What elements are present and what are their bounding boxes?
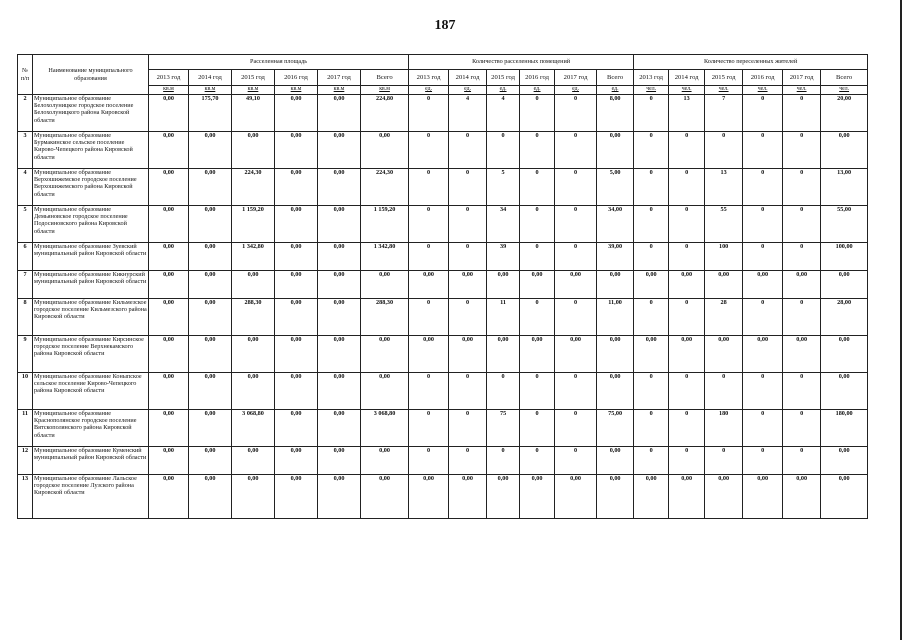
area-cell: 0,00 — [275, 271, 318, 299]
rooms-cell: 0,00 — [487, 336, 520, 373]
unit-header-rooms: ед. — [409, 86, 449, 95]
rooms-cell: 0 — [487, 447, 520, 475]
table-body — [18, 95, 868, 519]
municipality-name: Муниципальное образование Бурмакинское сельское поселение Кирово-Чепецкого района Кировской области — [33, 132, 149, 169]
rooms-cell: 0 — [449, 410, 487, 447]
rooms-cell: 0,00 — [449, 336, 487, 373]
people-cell: 0,00 — [705, 271, 743, 299]
unit-header-area: кв.м — [232, 86, 275, 95]
row-number: 5 — [18, 206, 33, 243]
rooms-cell: 0,00 — [487, 475, 520, 519]
rooms-cell: 0 — [449, 243, 487, 271]
table-row — [18, 373, 868, 410]
area-cell: 0,00 — [361, 336, 409, 373]
area-cell: 0,00 — [275, 132, 318, 169]
rooms-cell: 0,00 — [597, 132, 634, 169]
area-cell: 0,00 — [361, 271, 409, 299]
row-number: 12 — [18, 447, 33, 475]
rooms-cell: 5 — [487, 169, 520, 206]
table-row — [18, 475, 868, 519]
people-cell: 0 — [743, 410, 783, 447]
people-cell: 0 — [669, 243, 705, 271]
area-cell: 0,00 — [189, 271, 232, 299]
municipality-name: Муниципальное образование Зуевский муниципальный район Кировской области — [33, 243, 149, 271]
row-number: 7 — [18, 271, 33, 299]
row-number: 8 — [18, 299, 33, 336]
area-cell: 0,00 — [318, 336, 361, 373]
area-cell: 0,00 — [149, 271, 189, 299]
row-number: 3 — [18, 132, 33, 169]
year-header-rooms: 2014 год — [449, 70, 487, 86]
area-cell: 0,00 — [318, 410, 361, 447]
people-cell: 100 — [705, 243, 743, 271]
area-cell: 0,00 — [361, 447, 409, 475]
rooms-cell: 0 — [520, 410, 555, 447]
row-number: 11 — [18, 410, 33, 447]
area-cell: 0,00 — [318, 475, 361, 519]
rooms-cell: 0,00 — [449, 271, 487, 299]
row-number: 10 — [18, 373, 33, 410]
area-cell: 0,00 — [275, 206, 318, 243]
table-row — [18, 336, 868, 373]
area-cell: 0,00 — [149, 447, 189, 475]
rooms-cell: 39,00 — [597, 243, 634, 271]
rooms-cell: 0 — [409, 410, 449, 447]
rooms-cell: 0 — [520, 95, 555, 132]
unit-header-area: кв.м — [189, 86, 232, 95]
year-header-area: Всего — [361, 70, 409, 86]
rooms-cell: 0 — [555, 95, 597, 132]
rooms-cell: 0 — [449, 206, 487, 243]
area-cell: 0,00 — [189, 336, 232, 373]
area-cell: 1 342,80 — [232, 243, 275, 271]
people-cell: 0 — [634, 299, 669, 336]
area-cell: 0,00 — [149, 410, 189, 447]
people-cell: 0 — [743, 299, 783, 336]
people-cell: 0 — [783, 95, 821, 132]
rooms-cell: 0 — [555, 206, 597, 243]
rooms-cell: 34,00 — [597, 206, 634, 243]
rooms-cell: 0 — [555, 299, 597, 336]
year-header-people: 2017 год — [783, 70, 821, 86]
people-cell: 0,00 — [821, 132, 868, 169]
area-cell: 3 068,80 — [232, 410, 275, 447]
area-cell: 0,00 — [149, 95, 189, 132]
people-cell: 0 — [743, 243, 783, 271]
people-cell: 55,00 — [821, 206, 868, 243]
area-cell: 288,30 — [232, 299, 275, 336]
people-cell: 0 — [669, 169, 705, 206]
year-header-area: 2015 год — [232, 70, 275, 86]
area-cell: 224,80 — [361, 95, 409, 132]
table-row — [18, 95, 868, 132]
rooms-cell: 5,00 — [597, 169, 634, 206]
rooms-cell: 0 — [555, 373, 597, 410]
rooms-cell: 4 — [449, 95, 487, 132]
year-header-rooms: 2017 год — [555, 70, 597, 86]
area-cell: 0,00 — [189, 206, 232, 243]
area-cell: 0,00 — [275, 373, 318, 410]
people-cell: 0,00 — [743, 271, 783, 299]
people-cell: 0,00 — [705, 475, 743, 519]
rooms-cell: 75,00 — [597, 410, 634, 447]
municipality-name: Муниципальное образование Коныпское сельское поселение Кирово-Чепецкого района Кировской области — [33, 373, 149, 410]
area-cell: 0,00 — [232, 271, 275, 299]
year-header-people: 2014 год — [669, 70, 705, 86]
year-header-people: 2015 год — [705, 70, 743, 86]
people-cell: 0,00 — [634, 271, 669, 299]
area-cell: 0,00 — [318, 299, 361, 336]
unit-header-area: кв.м — [275, 86, 318, 95]
rooms-cell: 0,00 — [555, 271, 597, 299]
area-cell: 0,00 — [189, 410, 232, 447]
area-cell: 0,00 — [318, 271, 361, 299]
rooms-cell: 0 — [449, 373, 487, 410]
people-cell: 0 — [705, 373, 743, 410]
rooms-cell: 0 — [555, 447, 597, 475]
people-cell: 0 — [634, 206, 669, 243]
area-cell: 224,30 — [361, 169, 409, 206]
rooms-cell: 0 — [409, 95, 449, 132]
area-cell: 0,00 — [149, 475, 189, 519]
unit-header-rooms: ед. — [520, 86, 555, 95]
unit-header-people: чел. — [705, 86, 743, 95]
rooms-cell: 0 — [520, 243, 555, 271]
area-cell: 0,00 — [275, 95, 318, 132]
people-cell: 0,00 — [821, 271, 868, 299]
row-number: 9 — [18, 336, 33, 373]
rooms-cell: 0,00 — [597, 336, 634, 373]
rooms-cell: 0 — [409, 447, 449, 475]
people-cell: 13 — [669, 95, 705, 132]
people-cell: 13,00 — [821, 169, 868, 206]
area-cell: 224,30 — [232, 169, 275, 206]
people-cell: 0 — [634, 447, 669, 475]
row-number: 6 — [18, 243, 33, 271]
unit-header-people: чел. — [743, 86, 783, 95]
people-cell: 0,00 — [669, 475, 705, 519]
area-cell: 0,00 — [232, 336, 275, 373]
area-cell: 0,00 — [318, 243, 361, 271]
year-header-area: 2013 год — [149, 70, 189, 86]
people-cell: 0 — [634, 132, 669, 169]
rooms-cell: 0 — [409, 132, 449, 169]
people-cell: 0 — [669, 299, 705, 336]
people-cell: 0 — [743, 447, 783, 475]
rooms-cell: 0 — [449, 447, 487, 475]
people-cell: 0,00 — [743, 336, 783, 373]
people-cell: 0 — [634, 410, 669, 447]
people-cell: 7 — [705, 95, 743, 132]
unit-header-rooms: ед. — [555, 86, 597, 95]
area-cell: 0,00 — [275, 243, 318, 271]
table-row — [18, 299, 868, 336]
area-cell: 0,00 — [318, 95, 361, 132]
rooms-cell: 11,00 — [597, 299, 634, 336]
unit-header-people: чел. — [821, 86, 868, 95]
table-row — [18, 169, 868, 206]
rooms-cell: 0 — [555, 410, 597, 447]
people-cell: 0 — [743, 95, 783, 132]
header-name: Наименование муниципального образования — [33, 55, 149, 95]
people-cell: 0,00 — [743, 475, 783, 519]
rooms-cell: 0 — [409, 373, 449, 410]
area-cell: 0,00 — [149, 336, 189, 373]
people-cell: 28 — [705, 299, 743, 336]
area-cell: 0,00 — [189, 447, 232, 475]
rooms-cell: 0,00 — [520, 336, 555, 373]
table-row — [18, 447, 868, 475]
page-number: 187 — [434, 18, 456, 33]
rooms-cell: 0 — [520, 447, 555, 475]
rooms-cell: 0 — [520, 299, 555, 336]
municipality-name: Муниципальное образование Кикнурский муниципальный район Кировской области — [33, 271, 149, 299]
area-cell: 0,00 — [275, 410, 318, 447]
people-cell: 0 — [783, 299, 821, 336]
header-group-people: Количество переселенных жителей — [634, 55, 868, 70]
people-cell: 0 — [783, 132, 821, 169]
people-cell: 0,00 — [783, 475, 821, 519]
municipality-name: Муниципальное образование Белохолуницкое городское поселение Белохолуницкого района Кировской области — [33, 95, 149, 132]
area-cell: 0,00 — [275, 299, 318, 336]
area-cell: 0,00 — [318, 169, 361, 206]
rooms-cell: 0,00 — [597, 447, 634, 475]
rooms-cell: 0,00 — [555, 336, 597, 373]
rooms-cell: 0 — [520, 206, 555, 243]
area-cell: 0,00 — [318, 447, 361, 475]
rooms-cell: 0 — [449, 299, 487, 336]
rooms-cell: 0 — [487, 132, 520, 169]
area-cell: 0,00 — [318, 206, 361, 243]
people-cell: 0,00 — [705, 336, 743, 373]
area-cell: 0,00 — [149, 169, 189, 206]
year-header-rooms: Всего — [597, 70, 634, 86]
people-cell: 0 — [669, 132, 705, 169]
rooms-cell: 0 — [409, 206, 449, 243]
rooms-cell: 0 — [449, 169, 487, 206]
rooms-cell: 0,00 — [520, 271, 555, 299]
people-cell: 0 — [783, 206, 821, 243]
area-cell: 0,00 — [232, 132, 275, 169]
year-header-people: Всего — [821, 70, 868, 86]
rooms-cell: 0,00 — [409, 336, 449, 373]
table-row — [18, 271, 868, 299]
table-row — [18, 243, 868, 271]
municipality-name: Муниципальное образование Кирсинское городское поселение Верхнекамского района Кировской области — [33, 336, 149, 373]
area-cell: 0,00 — [361, 475, 409, 519]
people-cell: 0 — [669, 410, 705, 447]
municipality-name: Муниципальное образование Верхошижемское городское поселение Верхошижемского района Кировской области — [33, 169, 149, 206]
unit-header-rooms: ед. — [487, 86, 520, 95]
rooms-cell: 0 — [520, 373, 555, 410]
year-header-area: 2017 год — [318, 70, 361, 86]
people-cell: 0 — [634, 373, 669, 410]
rooms-cell: 0 — [449, 132, 487, 169]
people-cell: 0 — [634, 243, 669, 271]
people-cell: 0 — [743, 206, 783, 243]
area-cell: 0,00 — [149, 299, 189, 336]
rooms-cell: 0 — [409, 243, 449, 271]
rooms-cell: 0,00 — [409, 271, 449, 299]
area-cell: 0,00 — [189, 169, 232, 206]
people-cell: 0 — [783, 243, 821, 271]
area-cell: 0,00 — [318, 373, 361, 410]
people-cell: 0,00 — [783, 271, 821, 299]
area-cell: 0,00 — [275, 169, 318, 206]
area-cell: 0,00 — [232, 475, 275, 519]
rooms-cell: 4 — [487, 95, 520, 132]
area-cell: 0,00 — [361, 373, 409, 410]
people-cell: 0,00 — [783, 336, 821, 373]
rooms-cell: 0,00 — [555, 475, 597, 519]
rooms-cell: 0 — [520, 169, 555, 206]
unit-header-area: кв.м — [149, 86, 189, 95]
people-cell: 0,00 — [821, 475, 868, 519]
rooms-cell: 0,00 — [449, 475, 487, 519]
area-cell: 0,00 — [275, 336, 318, 373]
people-cell: 100,00 — [821, 243, 868, 271]
rooms-cell: 0 — [409, 169, 449, 206]
unit-header-area: кв.м — [318, 86, 361, 95]
rooms-cell: 0,00 — [597, 475, 634, 519]
area-cell: 0,00 — [275, 475, 318, 519]
rooms-cell: 0,00 — [597, 271, 634, 299]
rooms-cell: 0 — [555, 243, 597, 271]
people-cell: 180 — [705, 410, 743, 447]
rooms-cell: 0,00 — [487, 271, 520, 299]
unit-header-area: кв.м — [361, 86, 409, 95]
municipality-name: Муниципальное образование Куменский муниципальный район Кировской области — [33, 447, 149, 475]
rooms-cell: 0,00 — [520, 475, 555, 519]
people-cell: 0,00 — [821, 447, 868, 475]
unit-header-people: чел. — [669, 86, 705, 95]
people-cell: 0 — [669, 447, 705, 475]
area-cell: 0,00 — [275, 447, 318, 475]
area-cell: 1 159,20 — [361, 206, 409, 243]
area-cell: 0,00 — [232, 447, 275, 475]
area-cell: 0,00 — [189, 299, 232, 336]
area-cell: 0,00 — [189, 373, 232, 410]
unit-header-people: чел. — [783, 86, 821, 95]
area-cell: 0,00 — [189, 243, 232, 271]
unit-header-people: чел. — [634, 86, 669, 95]
area-cell: 1 159,20 — [232, 206, 275, 243]
unit-header-rooms: ед. — [449, 86, 487, 95]
rooms-cell: 0,00 — [597, 373, 634, 410]
year-header-area: 2014 год — [189, 70, 232, 86]
scan-edge-line — [900, 0, 902, 640]
table-row — [18, 410, 868, 447]
table-row — [18, 206, 868, 243]
row-number: 13 — [18, 475, 33, 519]
people-cell: 0 — [783, 169, 821, 206]
rooms-cell: 0 — [555, 132, 597, 169]
people-cell: 0,00 — [634, 475, 669, 519]
year-header-people: 2016 год — [743, 70, 783, 86]
area-cell: 1 342,80 — [361, 243, 409, 271]
rooms-cell: 0 — [487, 373, 520, 410]
unit-header-rooms: ед. — [597, 86, 634, 95]
people-cell: 20,00 — [821, 95, 868, 132]
header-group-rooms: Количество расселенных помещений — [409, 55, 634, 70]
people-cell: 55 — [705, 206, 743, 243]
table-header — [18, 55, 868, 95]
area-cell: 0,00 — [149, 243, 189, 271]
rooms-cell: 0 — [409, 299, 449, 336]
area-cell: 3 068,80 — [361, 410, 409, 447]
row-number: 2 — [18, 95, 33, 132]
rooms-cell: 0 — [555, 169, 597, 206]
people-cell: 28,00 — [821, 299, 868, 336]
resettlement-table — [17, 54, 868, 519]
area-cell: 0,00 — [189, 132, 232, 169]
rooms-cell: 75 — [487, 410, 520, 447]
people-cell: 180,00 — [821, 410, 868, 447]
rooms-cell: 0 — [520, 132, 555, 169]
people-cell: 0 — [705, 447, 743, 475]
area-cell: 0,00 — [318, 132, 361, 169]
people-cell: 0 — [743, 132, 783, 169]
year-header-people: 2013 год — [634, 70, 669, 86]
year-header-area: 2016 год — [275, 70, 318, 86]
people-cell: 0 — [669, 373, 705, 410]
people-cell: 0,00 — [821, 336, 868, 373]
people-cell: 0 — [743, 373, 783, 410]
people-cell: 0,00 — [669, 336, 705, 373]
header-num: № п/п — [18, 55, 33, 95]
rooms-cell: 39 — [487, 243, 520, 271]
header-group-area: Расселенная площадь — [149, 55, 409, 70]
people-cell: 0 — [634, 95, 669, 132]
area-cell: 0,00 — [149, 132, 189, 169]
area-cell: 0,00 — [232, 373, 275, 410]
people-cell: 0 — [783, 373, 821, 410]
area-cell: 49,10 — [232, 95, 275, 132]
area-cell: 175,70 — [189, 95, 232, 132]
rooms-cell: 0,00 — [409, 475, 449, 519]
people-cell: 0 — [705, 132, 743, 169]
people-cell: 0,00 — [669, 271, 705, 299]
people-cell: 0,00 — [821, 373, 868, 410]
area-cell: 0,00 — [149, 206, 189, 243]
municipality-name: Муниципальное образование Краснополянское городское поселение Вятскополянского района Кировской области — [33, 410, 149, 447]
people-cell: 0 — [634, 169, 669, 206]
year-header-rooms: 2013 год — [409, 70, 449, 86]
year-header-rooms: 2016 год — [520, 70, 555, 86]
table-row — [18, 132, 868, 169]
rooms-cell: 34 — [487, 206, 520, 243]
area-cell: 0,00 — [361, 132, 409, 169]
people-cell: 0 — [743, 169, 783, 206]
area-cell: 0,00 — [149, 373, 189, 410]
row-number: 4 — [18, 169, 33, 206]
municipality-name: Муниципальное образование Кильмезское городское поселение Кильмезского района Кировской области — [33, 299, 149, 336]
municipality-name: Муниципальное образование Лальское городское поселение Лузского района Кировской области — [33, 475, 149, 519]
rooms-cell: 8,00 — [597, 95, 634, 132]
area-cell: 0,00 — [189, 475, 232, 519]
people-cell: 0 — [783, 410, 821, 447]
people-cell: 0 — [669, 206, 705, 243]
rooms-cell: 11 — [487, 299, 520, 336]
year-header-rooms: 2015 год — [487, 70, 520, 86]
people-cell: 13 — [705, 169, 743, 206]
people-cell: 0 — [783, 447, 821, 475]
municipality-name: Муниципальное образование Демьяновское городское поселение Подосиновского района Кировской области — [33, 206, 149, 243]
area-cell: 288,30 — [361, 299, 409, 336]
people-cell: 0,00 — [634, 336, 669, 373]
